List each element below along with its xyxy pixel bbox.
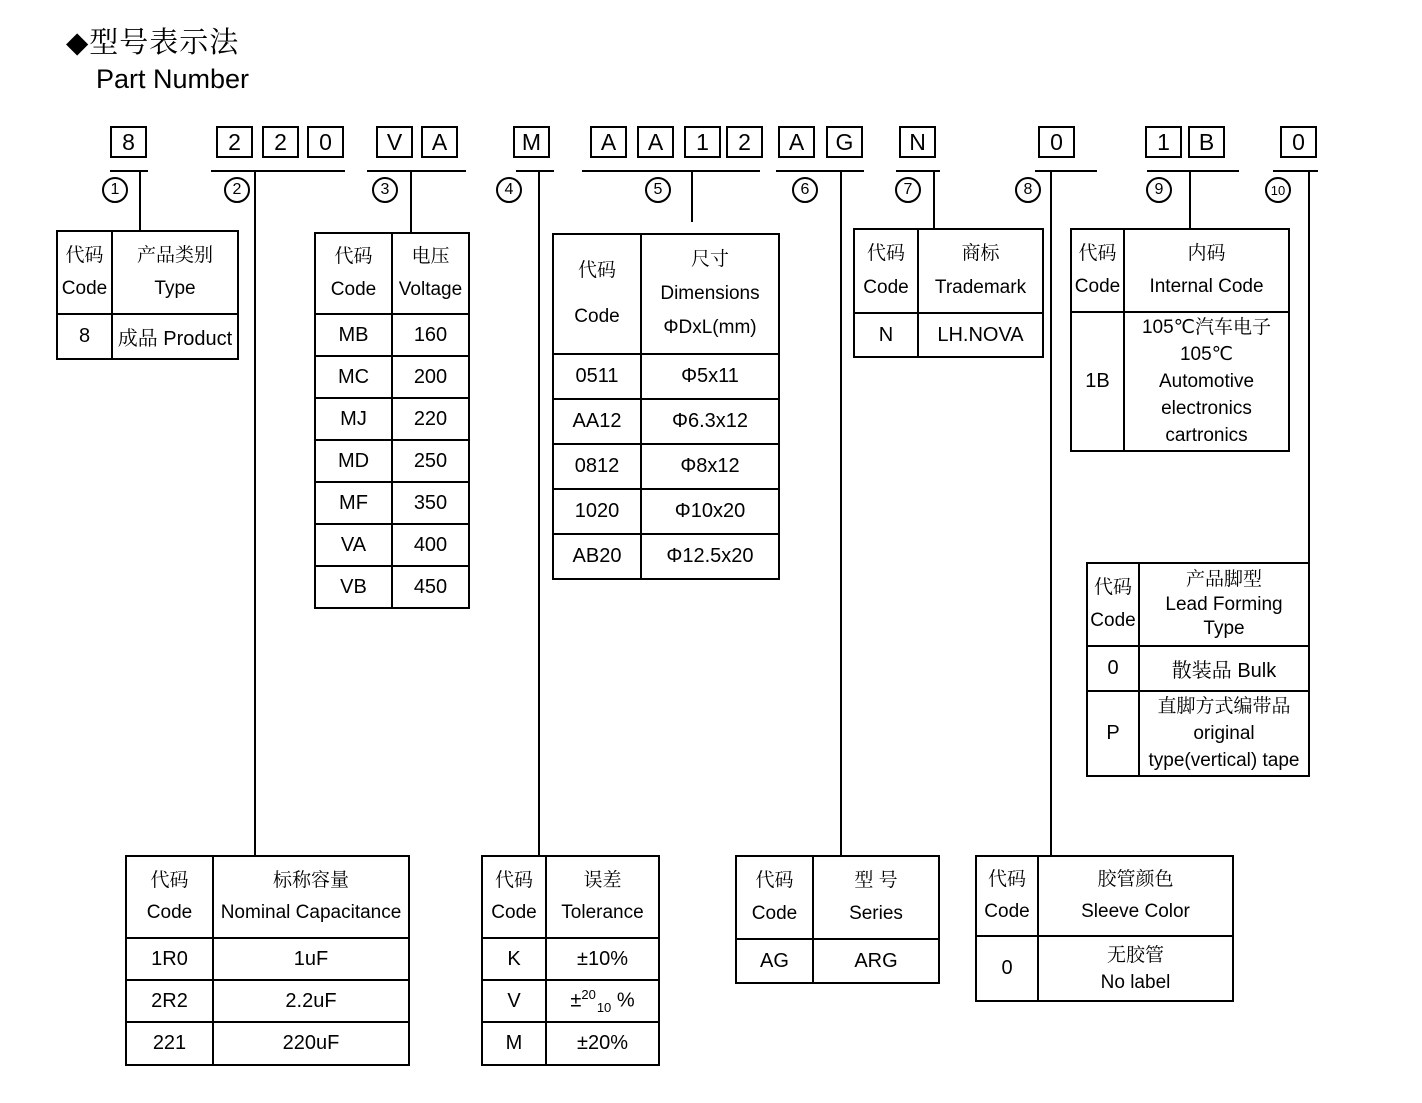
table-nominal-capacitance-row2-col2: 2.2uF <box>213 980 409 1022</box>
table-series <box>735 855 940 984</box>
table-voltage-row2-col2: 200 <box>392 356 469 398</box>
group-underline-9 <box>1147 170 1239 172</box>
group-connector-line-7 <box>933 171 935 228</box>
table-trademark-row1-col2: LH.NOVA <box>918 313 1043 357</box>
group-connector-line-3 <box>410 171 412 232</box>
group-marker-4: 4 <box>496 177 522 203</box>
table-product-type <box>56 230 239 360</box>
code-char-box-1-1: 8 <box>110 126 147 158</box>
table-trademark-header-col2: 商标 Trademark <box>918 229 1043 313</box>
table-voltage-row3-col1: MJ <box>315 398 392 440</box>
table-tolerance-row1-col2: ±10% <box>546 938 659 980</box>
group-underline-10 <box>1273 170 1318 172</box>
table-lead-forming-row2-col1: P <box>1087 691 1139 776</box>
table-sleeve-color-header-col1: 代码 Code <box>976 856 1038 936</box>
code-char-box-5-2: A <box>637 126 674 158</box>
table-voltage-row4-col2: 250 <box>392 440 469 482</box>
table-dimensions <box>552 233 780 580</box>
group-marker-10: 10 <box>1265 177 1291 203</box>
group-marker-8: 8 <box>1015 177 1041 203</box>
page-title: ◆型号表示法 <box>66 27 240 59</box>
code-char-box-9-2: B <box>1188 126 1225 158</box>
group-underline-2 <box>211 170 345 172</box>
table-voltage-header-col2: 电压 Voltage <box>392 233 469 314</box>
table-voltage-row5-col1: MF <box>315 482 392 524</box>
table-series-header-col1: 代码 Code <box>736 856 813 939</box>
table-sleeve-color-row1-col1: 0 <box>976 936 1038 1001</box>
table-dimensions-row2-col2: Φ6.3x12 <box>641 399 779 444</box>
table-dimensions-row1-col1: 0511 <box>553 354 641 399</box>
group-marker-6: 6 <box>792 177 818 203</box>
code-char-box-6-1: A <box>778 126 815 158</box>
table-voltage-row1-col1: MB <box>315 314 392 356</box>
code-char-box-3-2: A <box>421 126 458 158</box>
table-voltage <box>314 232 470 609</box>
table-sleeve-color-row1-col2: 无胶管 No label <box>1038 936 1233 1001</box>
table-dimensions-row1-col2: Φ5x11 <box>641 354 779 399</box>
table-lead-forming-row1-col1: 0 <box>1087 646 1139 691</box>
group-underline-8 <box>1035 170 1097 172</box>
code-char-box-5-1: A <box>590 126 627 158</box>
table-dimensions-row5-col1: AB20 <box>553 534 641 579</box>
table-dimensions-row4-col2: Φ10x20 <box>641 489 779 534</box>
table-dimensions-row5-col2: Φ12.5x20 <box>641 534 779 579</box>
table-dimensions-row3-col2: Φ8x12 <box>641 444 779 489</box>
group-connector-line-5 <box>691 171 693 222</box>
code-char-box-5-4: 2 <box>726 126 763 158</box>
code-char-box-8-1: 0 <box>1038 126 1075 158</box>
group-connector-line-1 <box>139 171 141 230</box>
group-marker-2: 2 <box>224 177 250 203</box>
table-trademark-header-col1: 代码 Code <box>854 229 918 313</box>
group-marker-9: 9 <box>1146 177 1172 203</box>
table-voltage-row2-col1: MC <box>315 356 392 398</box>
page-title-english: Part Number <box>96 64 250 94</box>
group-connector-line-2 <box>254 171 256 855</box>
table-product-type-row1-col2: 成品 Product <box>112 314 238 359</box>
table-tolerance-row2-col2: ±$^{20}_{10}$ % <box>546 980 659 1022</box>
table-product-type-row1-col1: 8 <box>57 314 112 359</box>
code-char-box-7-1: N <box>899 126 936 158</box>
group-marker-1: 1 <box>102 177 128 203</box>
table-series-row1-col1: AG <box>736 939 813 983</box>
table-lead-forming-row2-col2: 直脚方式编带品 original type(vertical) tape <box>1139 691 1309 776</box>
table-tolerance <box>481 855 660 1066</box>
table-sleeve-color <box>975 855 1234 1002</box>
table-nominal-capacitance-row1-col1: 1R0 <box>126 938 213 980</box>
table-nominal-capacitance-header-col1: 代码 Code <box>126 856 213 938</box>
table-voltage-row7-col1: VB <box>315 566 392 608</box>
group-underline-6 <box>776 170 864 172</box>
group-underline-3 <box>367 170 466 172</box>
group-marker-3: 3 <box>372 177 398 203</box>
table-tolerance-header-col2: 误差 Tolerance <box>546 856 659 938</box>
code-char-box-2-3: 0 <box>307 126 344 158</box>
table-voltage-row5-col2: 350 <box>392 482 469 524</box>
table-nominal-capacitance <box>125 855 410 1066</box>
group-marker-7: 7 <box>895 177 921 203</box>
table-lead-forming-row1-col2: 散装品 Bulk <box>1139 646 1309 691</box>
group-underline-5 <box>582 170 760 172</box>
table-dimensions-row2-col1: AA12 <box>553 399 641 444</box>
table-tolerance-row2-col1: V <box>482 980 546 1022</box>
table-series-header-col2: 型 号 Series <box>813 856 939 939</box>
table-lead-forming-header-col2: 产品脚型 Lead Forming Type <box>1139 563 1309 646</box>
table-nominal-capacitance-row3-col2: 220uF <box>213 1022 409 1065</box>
group-marker-5: 5 <box>645 177 671 203</box>
table-dimensions-row3-col1: 0812 <box>553 444 641 489</box>
table-tolerance-row1-col1: K <box>482 938 546 980</box>
table-dimensions-header-col1: 代码 Code <box>553 234 641 354</box>
group-connector-line-6 <box>840 171 842 855</box>
table-tolerance-row3-col1: M <box>482 1022 546 1065</box>
group-connector-line-9 <box>1189 171 1191 228</box>
group-underline-4 <box>516 170 554 172</box>
table-product-type-header-col2: 产品类别 Type <box>112 231 238 314</box>
table-voltage-row6-col1: VA <box>315 524 392 566</box>
table-internal-code-header-col1: 代码 Code <box>1071 229 1124 312</box>
table-voltage-row1-col2: 160 <box>392 314 469 356</box>
code-char-box-5-3: 1 <box>684 126 721 158</box>
code-char-box-10-1: 0 <box>1280 126 1317 158</box>
table-trademark-row1-col1: N <box>854 313 918 357</box>
group-underline-1 <box>110 170 148 172</box>
code-char-box-9-1: 1 <box>1145 126 1182 158</box>
code-char-box-2-1: 2 <box>216 126 253 158</box>
code-char-box-6-2: G <box>826 126 863 158</box>
table-voltage-header-col1: 代码 Code <box>315 233 392 314</box>
table-tolerance-row3-col2: ±20% <box>546 1022 659 1065</box>
table-voltage-row4-col1: MD <box>315 440 392 482</box>
table-nominal-capacitance-header-col2: 标称容量 Nominal Capacitance <box>213 856 409 938</box>
table-nominal-capacitance-row2-col1: 2R2 <box>126 980 213 1022</box>
table-dimensions-row4-col1: 1020 <box>553 489 641 534</box>
table-series-row1-col2: ARG <box>813 939 939 983</box>
table-lead-forming <box>1086 562 1310 777</box>
table-voltage-row3-col2: 220 <box>392 398 469 440</box>
table-dimensions-header-col2: 尺寸 Dimensions ΦDxL(mm) <box>641 234 779 354</box>
table-internal-code-row1-col2: 105℃汽车电子 105℃ Automotive electronics cartronics <box>1124 312 1289 451</box>
table-trademark <box>853 228 1044 358</box>
table-tolerance-header-col1: 代码 Code <box>482 856 546 938</box>
group-connector-line-4 <box>538 171 540 855</box>
code-char-box-3-1: V <box>376 126 413 158</box>
table-product-type-header-col1: 代码 Code <box>57 231 112 314</box>
table-internal-code <box>1070 228 1290 452</box>
table-internal-code-header-col2: 内码 Internal Code <box>1124 229 1289 312</box>
table-voltage-row7-col2: 450 <box>392 566 469 608</box>
table-voltage-row6-col2: 400 <box>392 524 469 566</box>
code-char-box-2-2: 2 <box>262 126 299 158</box>
table-nominal-capacitance-row3-col1: 221 <box>126 1022 213 1065</box>
table-sleeve-color-header-col2: 胶管颜色 Sleeve Color <box>1038 856 1233 936</box>
table-internal-code-row1-col1: 1B <box>1071 312 1124 451</box>
group-connector-line-10 <box>1308 171 1310 562</box>
table-lead-forming-header-col1: 代码 Code <box>1087 563 1139 646</box>
table-nominal-capacitance-row1-col2: 1uF <box>213 938 409 980</box>
group-connector-line-8 <box>1050 171 1052 855</box>
code-char-box-4-1: M <box>513 126 550 158</box>
